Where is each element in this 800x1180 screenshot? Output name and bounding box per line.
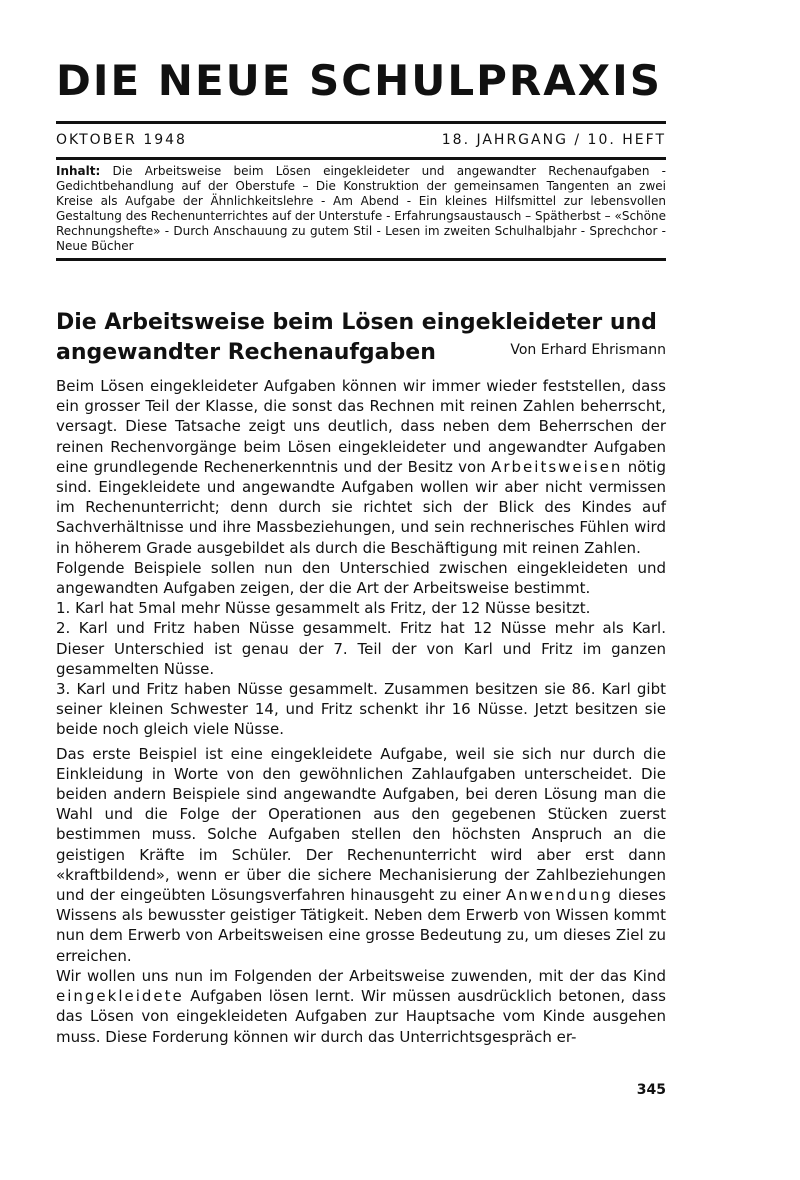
paragraph-3-text-a: Das erste Beispiel ist eine eingekleidete Aufgabe, weil sie sich nur durch die Einkleidung in Worte von den gewöhnlichen Zahlaufgaben unterscheidet. Die beiden andern Beispiele sind angewandte Aufgaben, bei deren Lösung man die Wahl und die Folge der Operationen aus den gegebenen Stücken zuerst bestimmen muss. Solche Aufgaben stellen den höchsten Anspruch an die geistigen Kräfte im Schüler. Der Rechenunterricht wird aber erst dann «kraftbildend», wenn er über die sichere Mechanisierung der Zahlbeziehungen und der eingeübten Lösungsverfahren hinausgeht zu einer bbox=[56, 744, 666, 905]
paragraph-3-text-b: dieses Wissens als bewusster geistiger Tätigkeit. Neben dem Erwerb von Wissen kommt nun dem Erwerb von Arbeitsweisen eine grosse Bedeutung zu, um dieses Ziel zu erreichen. bbox=[56, 886, 666, 965]
paragraph-3 bbox=[56, 744, 666, 966]
article-title-line-2: angewandter Rechenaufgaben bbox=[56, 340, 436, 365]
example-3: 3. Karl und Fritz haben Nüsse gesammelt. Zusammen besitzen sie 86. Karl gibt seiner kleinen Schwester 14, und Fritz schenkt ihr 16 Nüsse. Jetzt besitzen sie beide noch gleich viele Nüsse. bbox=[56, 680, 666, 739]
example-1: 1. Karl hat 5mal mehr Nüsse gesammelt als Fritz, der 12 Nüsse besitzt. bbox=[56, 599, 591, 618]
header-rule-top bbox=[56, 121, 666, 124]
issue-info-row bbox=[56, 132, 666, 152]
paragraph-4-text-a: Wir wollen uns nun im Folgenden der Arbeitsweise zuwenden, mit der das Kind bbox=[56, 966, 666, 985]
journal-masthead-title: DIE NEUE SCHULPRAXIS bbox=[56, 56, 663, 105]
contents-label: Inhalt: bbox=[56, 164, 101, 178]
contents-text: Die Arbeitsweise beim Lösen eingekleideter und angewandter Rechenaufgaben - Gedichtbehandlung auf der Oberstufe – Die Konstruktion der gemeinsamen Tangenten an zwei Kreise als Aufgabe der Ähnlichkeitslehre - Am Abend - Ein kleines Hilfsmittel zur lebensvollen Gestaltung des Rechenunterrichtes auf der Unterstufe - Erfahrungsaustausch – Spätherbst – «Schöne Rechnungshefte» - Durch Anschauung zu gutem Stil - Lesen im zweiten Schulhalbjahr - Sprechchor - Neue Bücher bbox=[56, 164, 666, 253]
header-rule-middle bbox=[56, 157, 666, 160]
article-title bbox=[56, 308, 666, 368]
article-title-line-1: Die Arbeitsweise beim Lösen eingekleideter und bbox=[56, 310, 657, 335]
paragraph-1 bbox=[56, 376, 666, 558]
paragraph-4 bbox=[56, 966, 666, 1047]
paragraph-1-text-a: Beim Lösen eingekleideter Aufgaben können wir immer wieder feststellen, dass ein grosser Teil der Klasse, die sonst das Rechnen mit reinen Zahlen beherrscht, versagt. Diese Tatsache zeigt uns deutlich, dass neben dem Beherrschen der reinen Rechenvorgänge beim Lösen eingekleideter und angewandter Aufgaben eine grundlegende Rechenerkenntnis und der Besitz von bbox=[56, 377, 666, 476]
paragraph-4-text-b: Aufgaben lösen lernt. Wir müssen ausdrücklich betonen, dass das Lösen von eingekleideten Aufgaben zur Hauptsache vom Kinde ausgehen muss. Diese Forderung können wir durch das Unterrichtsgespräch er- bbox=[56, 987, 666, 1046]
issue-volume: 18. JAHRGANG / 10. HEFT bbox=[441, 132, 666, 148]
example-2: 2. Karl und Fritz haben Nüsse gesammelt. Fritz hat 12 Nüsse mehr als Karl. Dieser Unterschied ist genau der 7. Teil der von Karl und Fritz im ganzen gesammelten Nüsse. bbox=[56, 619, 666, 678]
paragraph-4-emphasis: eingekleidete bbox=[56, 987, 184, 1006]
paragraph-2: Folgende Beispiele sollen nun den Unterschied zwischen eingekleideten und angewandten Aufgaben zeigen, der die Art der Arbeitsweise bestimmt. bbox=[56, 558, 666, 598]
header-rule-bottom bbox=[56, 258, 666, 261]
paragraph-3-emphasis: Anwendung bbox=[506, 886, 613, 905]
table-of-contents bbox=[56, 164, 666, 254]
article-author: Von Erhard Ehrismann bbox=[510, 342, 666, 358]
page-number: 345 bbox=[636, 1082, 666, 1098]
article-body bbox=[56, 376, 666, 1047]
paragraph-1-emphasis: Arbeitsweisen bbox=[491, 457, 623, 476]
paragraph-1-text-b: nötig sind. Eingekleidete und angewandte Aufgaben wollen wir aber nicht vermissen im Rechenunterricht; denn durch sie richtet sich der Blick des Kindes auf Sachverhältnisse und ihre Massbeziehungen, und sein rechnerisches Fühlen wird in höherem Grade ausgebildet als durch die Beschäftigung mit reinen Zahlen. bbox=[56, 457, 666, 557]
issue-date: OKTOBER 1948 bbox=[56, 132, 187, 148]
